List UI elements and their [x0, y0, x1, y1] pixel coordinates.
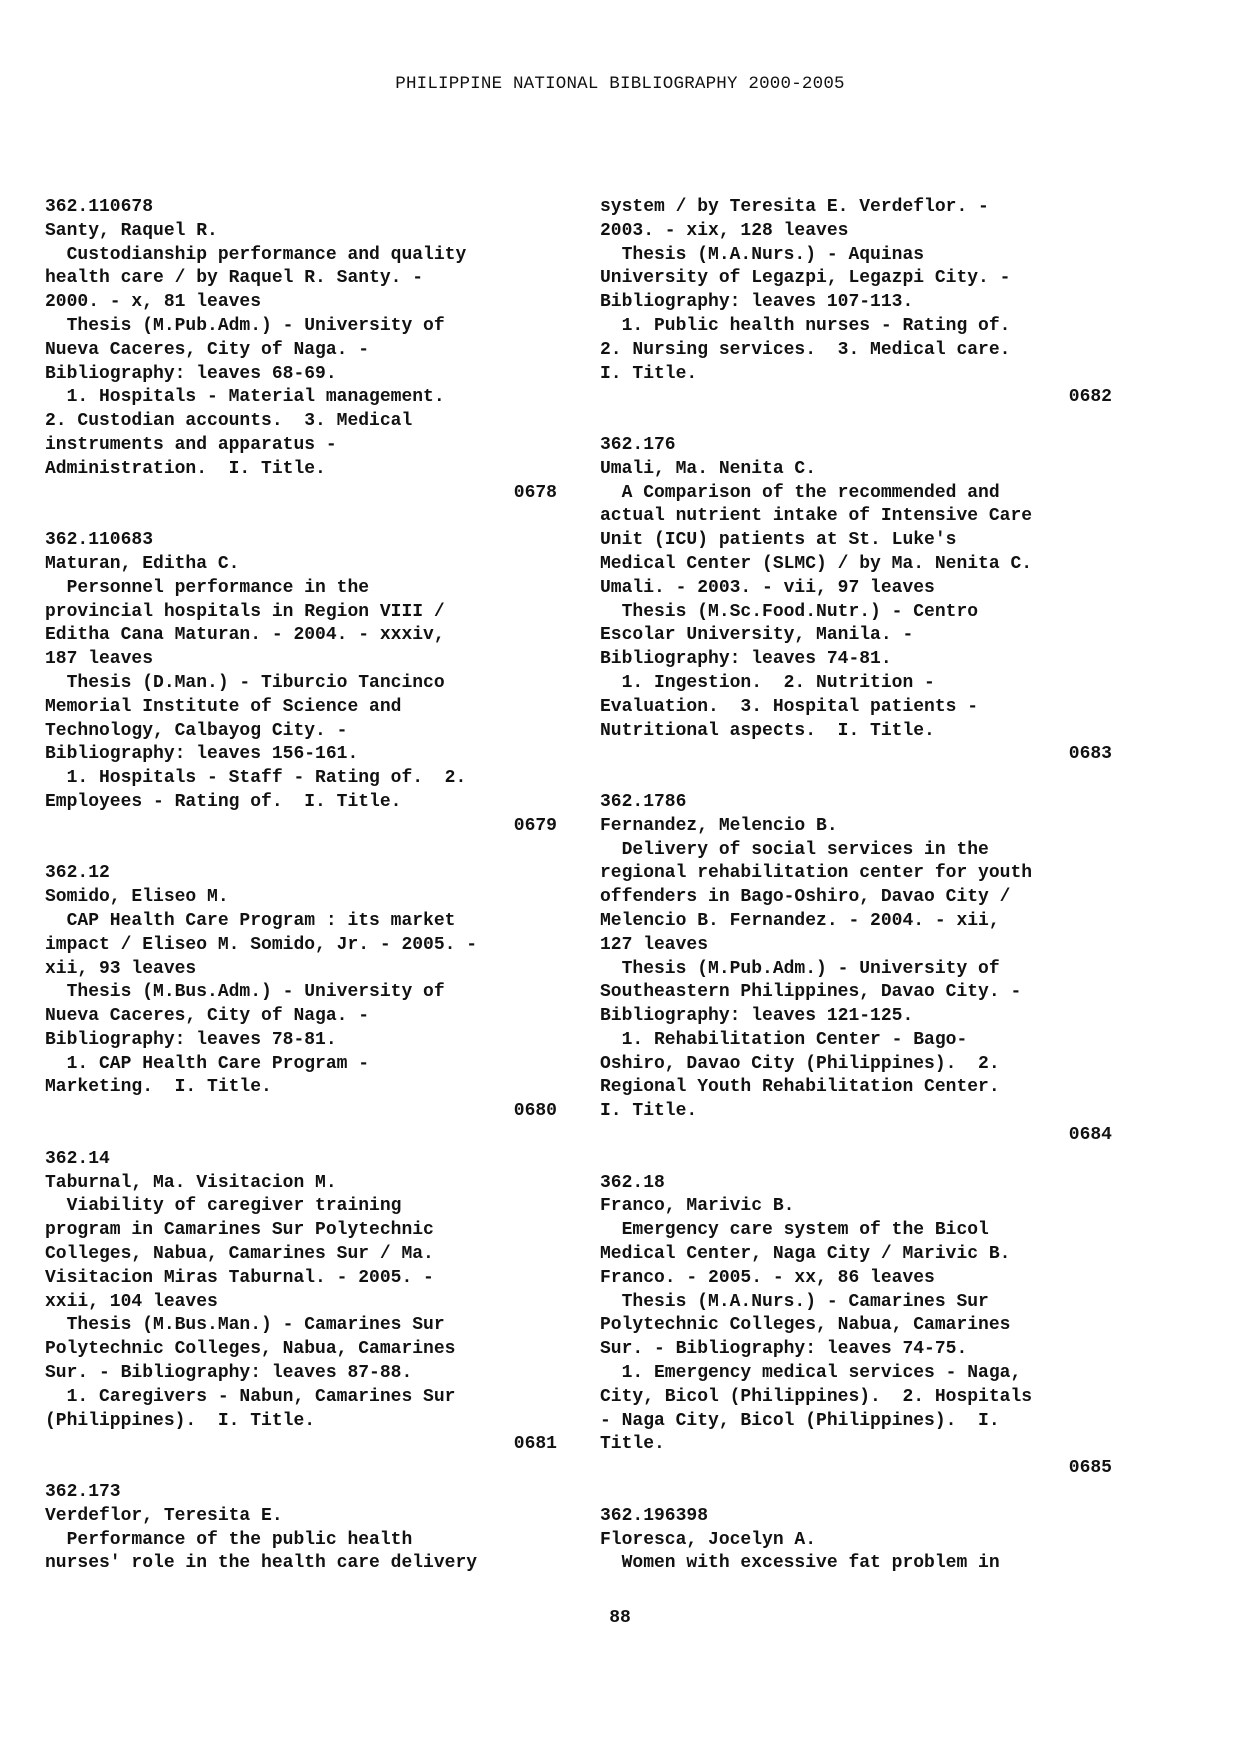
entry-line: Bibliography: leaves 74-81. [600, 649, 892, 670]
entry-line: Fernandez, Melencio B. [600, 815, 838, 836]
entry-line: City, Bicol (Philippines). 2. Hospitals [600, 1386, 1033, 1407]
entry-line: Sur. - Bibliography: leaves 74-75. [600, 1339, 968, 1360]
entry-line: Bibliography: leaves 107-113. [600, 292, 914, 313]
entry-line: 1. Public health nurses - Rating of. [600, 315, 1011, 336]
entry-line-first: 362.14 [45, 1148, 110, 1169]
entry-line: Delivery of social services in the [600, 839, 989, 860]
entry-line: Thesis (M.Bus.Man.) - Camarines Sur [45, 1315, 445, 1336]
entry-line: Thesis (M.Bus.Adm.) - University of [45, 982, 445, 1003]
entry-line: 1. Rehabilitation Center - Bago- [600, 1029, 968, 1050]
entry-line: Regional Youth Rehabilitation Center. [600, 1077, 1000, 1098]
entry-line-first: 362.110678 [45, 197, 154, 217]
entry-line: impact / Eliseo M. Somido, Jr. - 2005. - [45, 934, 478, 955]
page-number: 88 [609, 1608, 631, 1628]
entry-line: Thesis (M.Sc.Food.Nutr.) - Centro [600, 601, 979, 622]
entry-line: Bibliography: leaves 121-125. [600, 1006, 914, 1027]
bibliography-entry [600, 1505, 1112, 1576]
entry-number: 0680 [513, 1101, 557, 1122]
entry-line: Custodianship performance and quality [45, 244, 467, 265]
entry-line: Escolar University, Manila. - [600, 625, 914, 646]
entry-line: actual nutrient intake of Intensive Care [600, 506, 1033, 527]
entry-line: 1. Hospitals - Material management. [45, 387, 445, 408]
entry-line: Title. [600, 1434, 665, 1455]
entry-line: Editha Cana Maturan. - 2004. - xxxiv, [45, 625, 445, 646]
entry-line: Thesis (M.Pub.Adm.) - University of [600, 958, 1000, 979]
entry-line: Melencio B. Fernandez. - 2004. - xii, [600, 910, 1000, 931]
entry-number: 0679 [513, 815, 557, 836]
entry-line: 127 leaves [600, 934, 709, 955]
entry-line: provincial hospitals in Region VIII / [45, 601, 445, 622]
entry-line-first: system / by Teresita E. Verdeflor. - [600, 197, 989, 217]
entry-line: Viability of caregiver training [45, 1196, 402, 1217]
entry-line: program in Camarines Sur Polytechnic [45, 1220, 434, 1241]
entry-line: Nutritional aspects. I. Title. [600, 720, 935, 741]
left-column [45, 196, 557, 1600]
entry-line: 1. Emergency medical services - Naga, [600, 1363, 1022, 1384]
entry-line: Women with excessive fat problem in [600, 1553, 1000, 1574]
entry-line: Franco, Marivic B. [600, 1196, 795, 1217]
entry-line: Visitacion Miras Taburnal. - 2005. - [45, 1267, 434, 1288]
entry-line-first: 362.12 [45, 863, 110, 884]
entry-line: Somido, Eliseo M. [45, 887, 229, 908]
bibliography-entry [45, 1481, 557, 1576]
entry-line: 187 leaves [45, 649, 154, 670]
entry-line: Oshiro, Davao City (Philippines). 2. [600, 1053, 1000, 1074]
entry-line-first: 362.110683 [45, 530, 154, 551]
entry-line: instruments and apparatus - [45, 434, 337, 455]
entry-line-first: 362.176 [600, 434, 676, 455]
entry-line: Bibliography: leaves 156-161. [45, 744, 359, 765]
entry-line: Thesis (M.Pub.Adm.) - University of [45, 315, 445, 336]
entry-line: I. Title. [600, 1101, 698, 1122]
entry-line: 2. Custodian accounts. 3. Medical [45, 411, 413, 432]
entry-line: Polytechnic Colleges, Nabua, Camarines [45, 1339, 456, 1360]
entry-line: Polytechnic Colleges, Nabua, Camarines [600, 1315, 1011, 1336]
entry-number: 0678 [513, 482, 557, 503]
entry-line: Franco. - 2005. - xx, 86 leaves [600, 1267, 935, 1288]
entry-line: Nueva Caceres, City of Naga. - [45, 339, 370, 360]
entry-number: 0684 [1068, 1125, 1112, 1146]
entry-line-first: 362.173 [45, 1482, 121, 1503]
right-column [600, 196, 1112, 1600]
entry-line: Umali, Ma. Nenita C. [600, 458, 817, 479]
entry-number: 0682 [1068, 387, 1112, 408]
entry-line-first: 362.1786 [600, 791, 687, 812]
entry-number: 0681 [513, 1434, 557, 1455]
entry-line: Emergency care system of the Bicol [600, 1220, 989, 1241]
bibliography-entry [45, 1148, 557, 1457]
entry-line: Nueva Caceres, City of Naga. - [45, 1006, 370, 1027]
entry-line: nurses' role in the health care delivery [45, 1553, 478, 1574]
page-header: PHILIPPINE NATIONAL BIBLIOGRAPHY 2000-2005 [395, 74, 845, 94]
entry-line: Thesis (M.A.Nurs.) - Aquinas [600, 244, 925, 265]
entry-line: Medical Center (SLMC) / by Ma. Nenita C. [600, 553, 1033, 574]
entry-line: I. Title. [600, 363, 698, 384]
entry-line-first: 362.18 [600, 1172, 665, 1193]
bibliography-entry [45, 529, 557, 838]
entry-line: Memorial Institute of Science and [45, 696, 402, 717]
entry-line: 1. CAP Health Care Program - [45, 1053, 370, 1074]
entry-line: xxii, 104 leaves [45, 1291, 218, 1312]
entry-line: Thesis (D.Man.) - Tiburcio Tancinco [45, 672, 445, 693]
entry-number: 0683 [1068, 744, 1112, 765]
entry-line: Thesis (M.A.Nurs.) - Camarines Sur [600, 1291, 989, 1312]
entry-line: offenders in Bago-Oshiro, Davao City / [600, 887, 1011, 908]
entry-line: - Naga City, Bicol (Philippines). I. [600, 1410, 1000, 1431]
entry-line: (Philippines). I. Title. [45, 1410, 316, 1431]
entry-line: Colleges, Nabua, Camarines Sur / Ma. [45, 1244, 434, 1265]
entry-line: 1. Hospitals - Staff - Rating of. 2. [45, 768, 467, 789]
bibliography-entry [600, 1172, 1112, 1481]
entry-line: Marketing. I. Title. [45, 1077, 272, 1098]
entry-line-first: 362.196398 [600, 1505, 709, 1526]
entry-line: Personnel performance in the [45, 577, 370, 598]
entry-line: Performance of the public health [45, 1529, 413, 1550]
entry-line: Bibliography: leaves 78-81. [45, 1029, 337, 1050]
entry-line: Sur. - Bibliography: leaves 87-88. [45, 1363, 413, 1384]
entry-line: Maturan, Editha C. [45, 553, 240, 574]
entry-line: Verdeflor, Teresita E. [45, 1505, 283, 1526]
entry-line: 2003. - xix, 128 leaves [600, 220, 849, 241]
entry-line: Southeastern Philippines, Davao City. - [600, 982, 1022, 1003]
entry-line: Unit (ICU) patients at St. Luke's [600, 530, 957, 551]
bibliography-entry [45, 862, 557, 1124]
entry-line: Employees - Rating of. I. Title. [45, 791, 402, 812]
entry-line: 2000. - x, 81 leaves [45, 292, 262, 313]
entry-line: Medical Center, Naga City / Marivic B. [600, 1244, 1011, 1265]
entry-line: xii, 93 leaves [45, 958, 197, 979]
entry-number: 0685 [1068, 1458, 1112, 1479]
entry-line: Taburnal, Ma. Visitacion M. [45, 1172, 337, 1193]
entry-line: University of Legazpi, Legazpi City. - [600, 268, 1011, 289]
entry-line: health care / by Raquel R. Santy. - [45, 268, 424, 289]
entry-line: regional rehabilitation center for youth [600, 863, 1033, 884]
entry-line: Bibliography: leaves 68-69. [45, 363, 337, 384]
entry-line: A Comparison of the recommended and [600, 482, 1000, 503]
bibliography-entry [600, 791, 1112, 1148]
entry-line: Administration. I. Title. [45, 458, 326, 479]
entry-line: Umali. - 2003. - vii, 97 leaves [600, 577, 935, 598]
bibliography-entry [600, 434, 1112, 767]
bibliography-entry [600, 196, 1112, 410]
entry-line: 1. Caregivers - Nabun, Camarines Sur [45, 1386, 456, 1407]
entry-line: Evaluation. 3. Hospital patients - [600, 696, 979, 717]
entry-line: 1. Ingestion. 2. Nutrition - [600, 672, 935, 693]
entry-line: Technology, Calbayog City. - [45, 720, 348, 741]
entry-line: Floresca, Jocelyn A. [600, 1529, 817, 1550]
entry-line: 2. Nursing services. 3. Medical care. [600, 339, 1011, 360]
entry-line: CAP Health Care Program : its market [45, 910, 456, 931]
entry-line: Santy, Raquel R. [45, 220, 218, 241]
bibliography-entry [45, 196, 557, 505]
